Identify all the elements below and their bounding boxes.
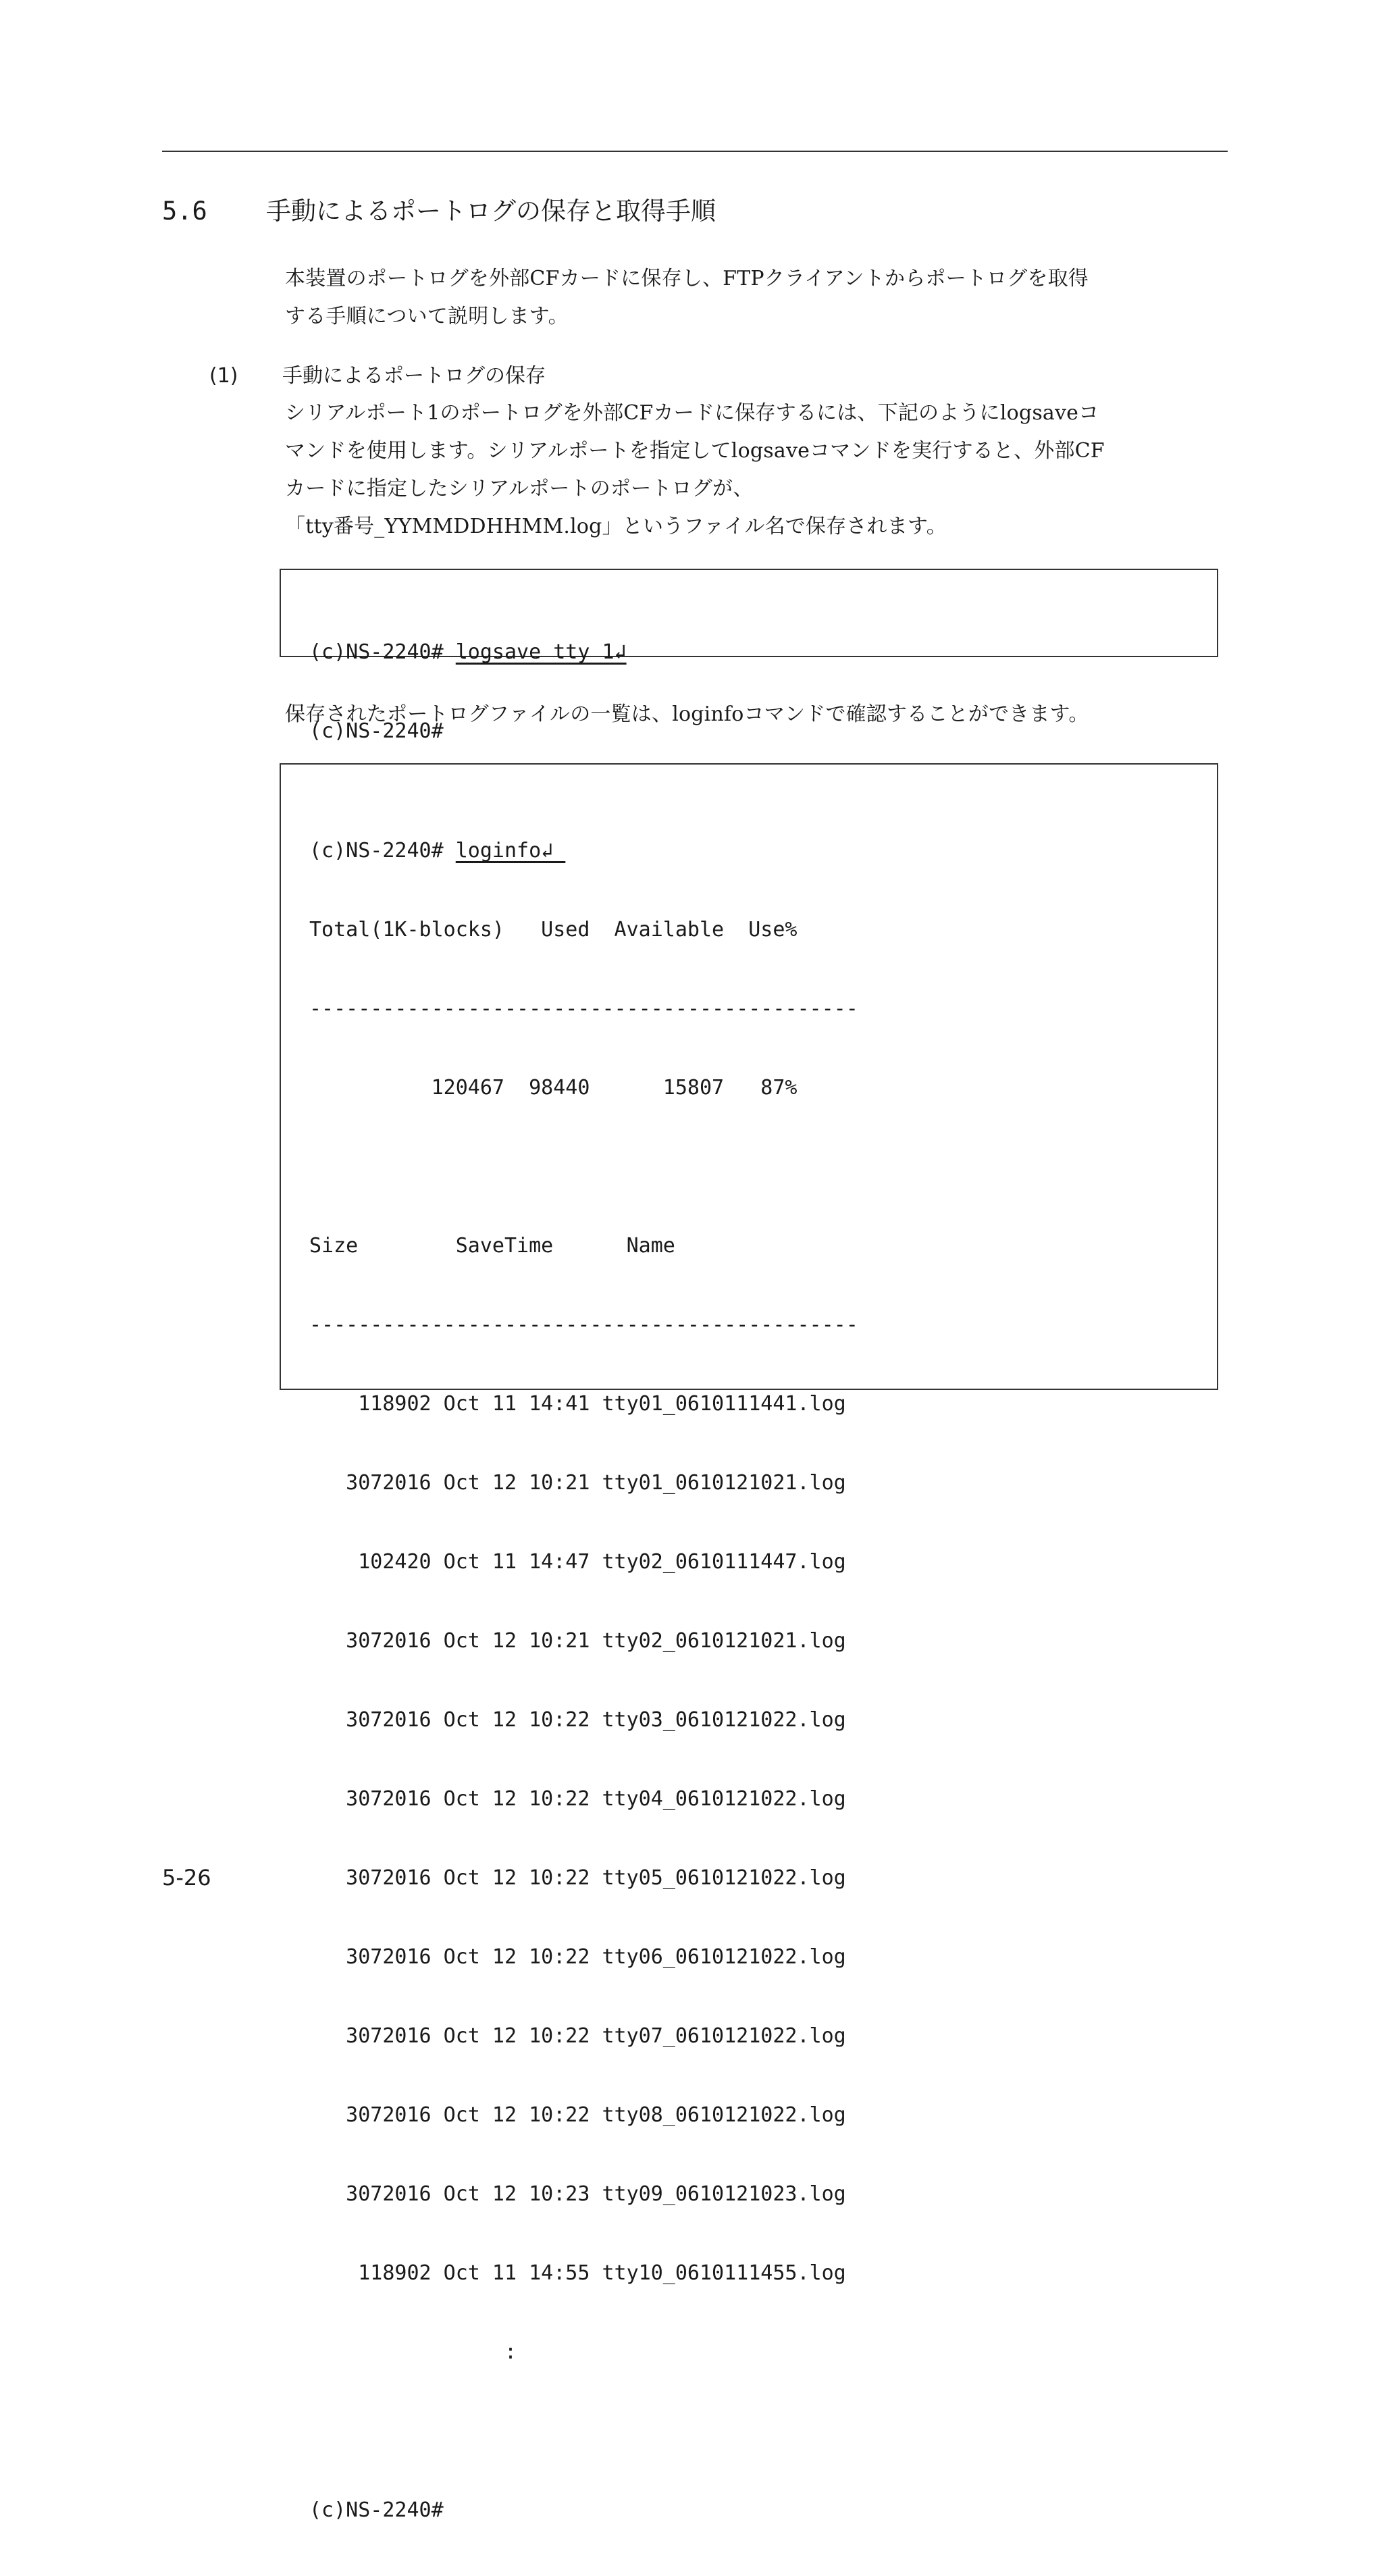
subsection-heading	[209, 361, 546, 391]
code-separator: ---------------------------------------------	[309, 997, 858, 1021]
page-number: 5-26	[162, 1865, 211, 1890]
intro-line: 本装置のポートログを外部CFカードに保存し、FTPクライアントからポートログを取得	[285, 267, 1089, 290]
code-line	[309, 838, 858, 864]
code-box-loginfo	[280, 763, 1218, 2522]
mid-line: 保存されたポートログファイルの一覧は、loginfoコマンドで確認することができます。	[285, 702, 1089, 726]
code-blank	[309, 1154, 858, 1180]
code-row: 102420 Oct 11 14:47 tty02_0610111447.log	[309, 1550, 846, 1574]
code-row: 118902 Oct 11 14:55 tty10_0610111455.log	[309, 2261, 846, 2285]
code-row: 3072016 Oct 12 10:22 tty05_0610121022.log	[309, 1866, 846, 1890]
code-row: 3072016 Oct 12 10:22 tty04_0610121022.log	[309, 1787, 846, 1811]
code-row: 3072016 Oct 12 10:22 tty06_0610121022.log	[309, 1945, 846, 1969]
code-line: :	[309, 2340, 517, 2364]
code-line: 120467 98440 15807 87%	[309, 1076, 798, 1100]
code-row: 3072016 Oct 12 10:23 tty09_0610121023.log	[309, 2182, 846, 2206]
code-row: 118902 Oct 11 14:41 tty01_0610111441.log	[309, 1392, 846, 1416]
code-line: Size SaveTime Name	[309, 1234, 675, 1258]
command-loginfo: loginfo↲	[455, 839, 566, 862]
prompt: (c)NS-2240#	[309, 839, 456, 862]
body-line: シリアルポート1のポートログを外部CFカードに保存するには、下記のようにlogsaveコ	[285, 401, 1099, 425]
code-line: (c)NS-2240#	[309, 2498, 444, 2522]
body-line: 「tty番号_YYMMDDHHMM.log」というファイル名で保存されます。	[285, 515, 947, 538]
mid-paragraph	[285, 696, 1230, 733]
code-row: 3072016 Oct 12 10:22 tty03_0610121022.log	[309, 1708, 846, 1732]
code-row: 3072016 Oct 12 10:22 tty07_0610121022.log	[309, 2024, 846, 2048]
code-row: 3072016 Oct 12 10:21 tty01_0610121021.log	[309, 1471, 846, 1495]
code-row: 3072016 Oct 12 10:22 tty08_0610121022.log	[309, 2103, 846, 2127]
code-line	[309, 639, 627, 665]
intro-paragraph	[285, 260, 1230, 336]
prompt: (c)NS-2240#	[309, 640, 456, 664]
code-separator: ---------------------------------------------	[309, 1313, 858, 1337]
code-line: (c)NS-2240#	[309, 719, 444, 743]
subsection-number: (1)	[209, 364, 238, 388]
section-title: 手動によるポートログの保存と取得手順	[266, 197, 716, 226]
header-rule	[162, 151, 1228, 152]
body-paragraph	[285, 394, 1230, 546]
intro-line: する手順について説明します。	[285, 305, 569, 328]
command-logsave: logsave tty 1↲	[455, 640, 627, 664]
code-blank	[309, 2418, 858, 2444]
body-line: マンドを使用します。シリアルポートを指定してlogsaveコマンドを実行すると、外部CF	[285, 439, 1105, 463]
code-row: 3072016 Oct 12 10:21 tty02_0610121021.log	[309, 1629, 846, 1653]
body-line: カードに指定したシリアルポートのポートログが、	[285, 477, 754, 500]
subsection-title: 手動によるポートログの保存	[282, 364, 546, 388]
code-line: Total(1K-blocks) Used Available Use%	[309, 918, 798, 942]
code-block	[309, 785, 858, 2576]
section-number: 5.6	[162, 197, 207, 226]
section-heading	[162, 192, 716, 230]
